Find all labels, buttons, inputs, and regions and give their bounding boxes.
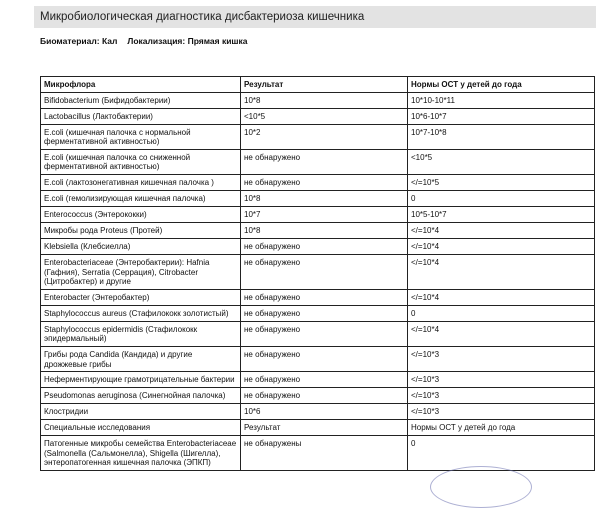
localization-label: Локализация: Прямая кишка	[127, 36, 248, 46]
cell-result: не обнаружено	[241, 174, 408, 190]
cell-result: не обнаружено	[241, 149, 408, 174]
cell-norm: </=10*3	[408, 346, 595, 371]
cell-result: не обнаружено	[241, 372, 408, 388]
cell-norm: </=10*3	[408, 372, 595, 388]
cell-microflora: Staphylococcus epidermidis (Стафилококк эпидермальный)	[41, 321, 241, 346]
table-row	[41, 420, 595, 436]
cell-microflora: E.coli (кишечная палочка с нормальной ферментативной активностью)	[41, 124, 241, 149]
cell-norm: </=10*4	[408, 254, 595, 289]
header-norms: Нормы ОСТ у детей до года	[408, 77, 595, 93]
cell-result: 10*8	[241, 92, 408, 108]
table-row	[41, 206, 595, 222]
cell-microflora: Pseudomonas aeruginosa (Синегнойная палочка)	[41, 388, 241, 404]
cell-microflora: Lactobacillus (Лактобактерии)	[41, 108, 241, 124]
cell-norm: </=10*4	[408, 222, 595, 238]
cell-microflora: Enterobacteriaceae (Энтеробактерии): Hafnia (Гафния), Serratia (Серрация), Citrobacter (Цитробактер) и другие	[41, 254, 241, 289]
table-row	[41, 238, 595, 254]
table-row	[41, 124, 595, 149]
table-row	[41, 190, 595, 206]
cell-microflora: Enterococcus (Энтерококки)	[41, 206, 241, 222]
biomaterial-label: Биоматериал: Кал	[40, 36, 118, 46]
cell-result: не обнаружено	[241, 254, 408, 289]
cell-norm: Нормы ОСТ у детей до года	[408, 420, 595, 436]
table-row	[41, 321, 595, 346]
table-row	[41, 222, 595, 238]
table-row	[41, 436, 595, 471]
cell-norm: 10*10-10*11	[408, 92, 595, 108]
cell-result: не обнаружено	[241, 346, 408, 371]
cell-result: не обнаружено	[241, 238, 408, 254]
cell-microflora: Неферментирующие грамотрицательные бактерии	[41, 372, 241, 388]
cell-norm: 10*6-10*7	[408, 108, 595, 124]
table-row	[41, 346, 595, 371]
cell-microflora: E.coli (лактозонегативная кишечная палочка )	[41, 174, 241, 190]
cell-microflora: Enterobacter (Энтеробактер)	[41, 289, 241, 305]
cell-result: 10*2	[241, 124, 408, 149]
table-header-row	[41, 77, 595, 93]
cell-result: Результат	[241, 420, 408, 436]
table-row	[41, 254, 595, 289]
cell-result: не обнаружено	[241, 305, 408, 321]
cell-result: <10*5	[241, 108, 408, 124]
table-row	[41, 388, 595, 404]
cell-result: 10*8	[241, 222, 408, 238]
table-row	[41, 108, 595, 124]
cell-norm: 10*5-10*7	[408, 206, 595, 222]
stamp-seal	[430, 466, 532, 508]
cell-norm: 0	[408, 190, 595, 206]
table-row	[41, 289, 595, 305]
cell-norm: 10*7-10*8	[408, 124, 595, 149]
cell-microflora: E.coli (гемолизирующая кишечная палочка)	[41, 190, 241, 206]
cell-microflora: Staphylococcus aureus (Стафилококк золотистый)	[41, 305, 241, 321]
cell-norm: </=10*3	[408, 404, 595, 420]
document-title: Микробиологическая диагностика дисбактериоза кишечника	[34, 6, 596, 28]
cell-result: не обнаружено	[241, 321, 408, 346]
cell-norm: <10*5	[408, 149, 595, 174]
cell-microflora: Специальные исследования	[41, 420, 241, 436]
cell-result: не обнаружены	[241, 436, 408, 471]
cell-result: не обнаружено	[241, 289, 408, 305]
table-row	[41, 404, 595, 420]
cell-norm: </=10*3	[408, 388, 595, 404]
results-table	[40, 76, 595, 471]
sample-info	[40, 36, 248, 46]
table-row	[41, 305, 595, 321]
table-row	[41, 149, 595, 174]
cell-result: не обнаружено	[241, 388, 408, 404]
cell-microflora: E.coli (кишечная палочка со сниженной ферментативной активностью)	[41, 149, 241, 174]
cell-norm: 0	[408, 436, 595, 471]
cell-norm: 0	[408, 305, 595, 321]
cell-result: 10*6	[241, 404, 408, 420]
header-microflora: Микрофлора	[41, 77, 241, 93]
cell-norm: </=10*4	[408, 238, 595, 254]
cell-result: 10*7	[241, 206, 408, 222]
header-result: Результат	[241, 77, 408, 93]
table-row	[41, 372, 595, 388]
cell-microflora: Klebsiella (Клебсиелла)	[41, 238, 241, 254]
cell-microflora: Патогенные микробы семейства Enterobacteriaceae (Salmonella (Сальмонелла), Shigella (Шигелла), энтеропатогенная кишечная палочка (ЭПКП)	[41, 436, 241, 471]
cell-norm: </=10*4	[408, 321, 595, 346]
cell-norm: </=10*4	[408, 289, 595, 305]
table-row	[41, 174, 595, 190]
cell-microflora: Bifidobacterium (Бифидобактерии)	[41, 92, 241, 108]
cell-norm: </=10*5	[408, 174, 595, 190]
cell-result: 10*8	[241, 190, 408, 206]
cell-microflora: Микробы рода Proteus (Протей)	[41, 222, 241, 238]
cell-microflora: Грибы рода Candida (Кандида) и другие дрожжевые грибы	[41, 346, 241, 371]
table-row	[41, 92, 595, 108]
cell-microflora: Клостридии	[41, 404, 241, 420]
